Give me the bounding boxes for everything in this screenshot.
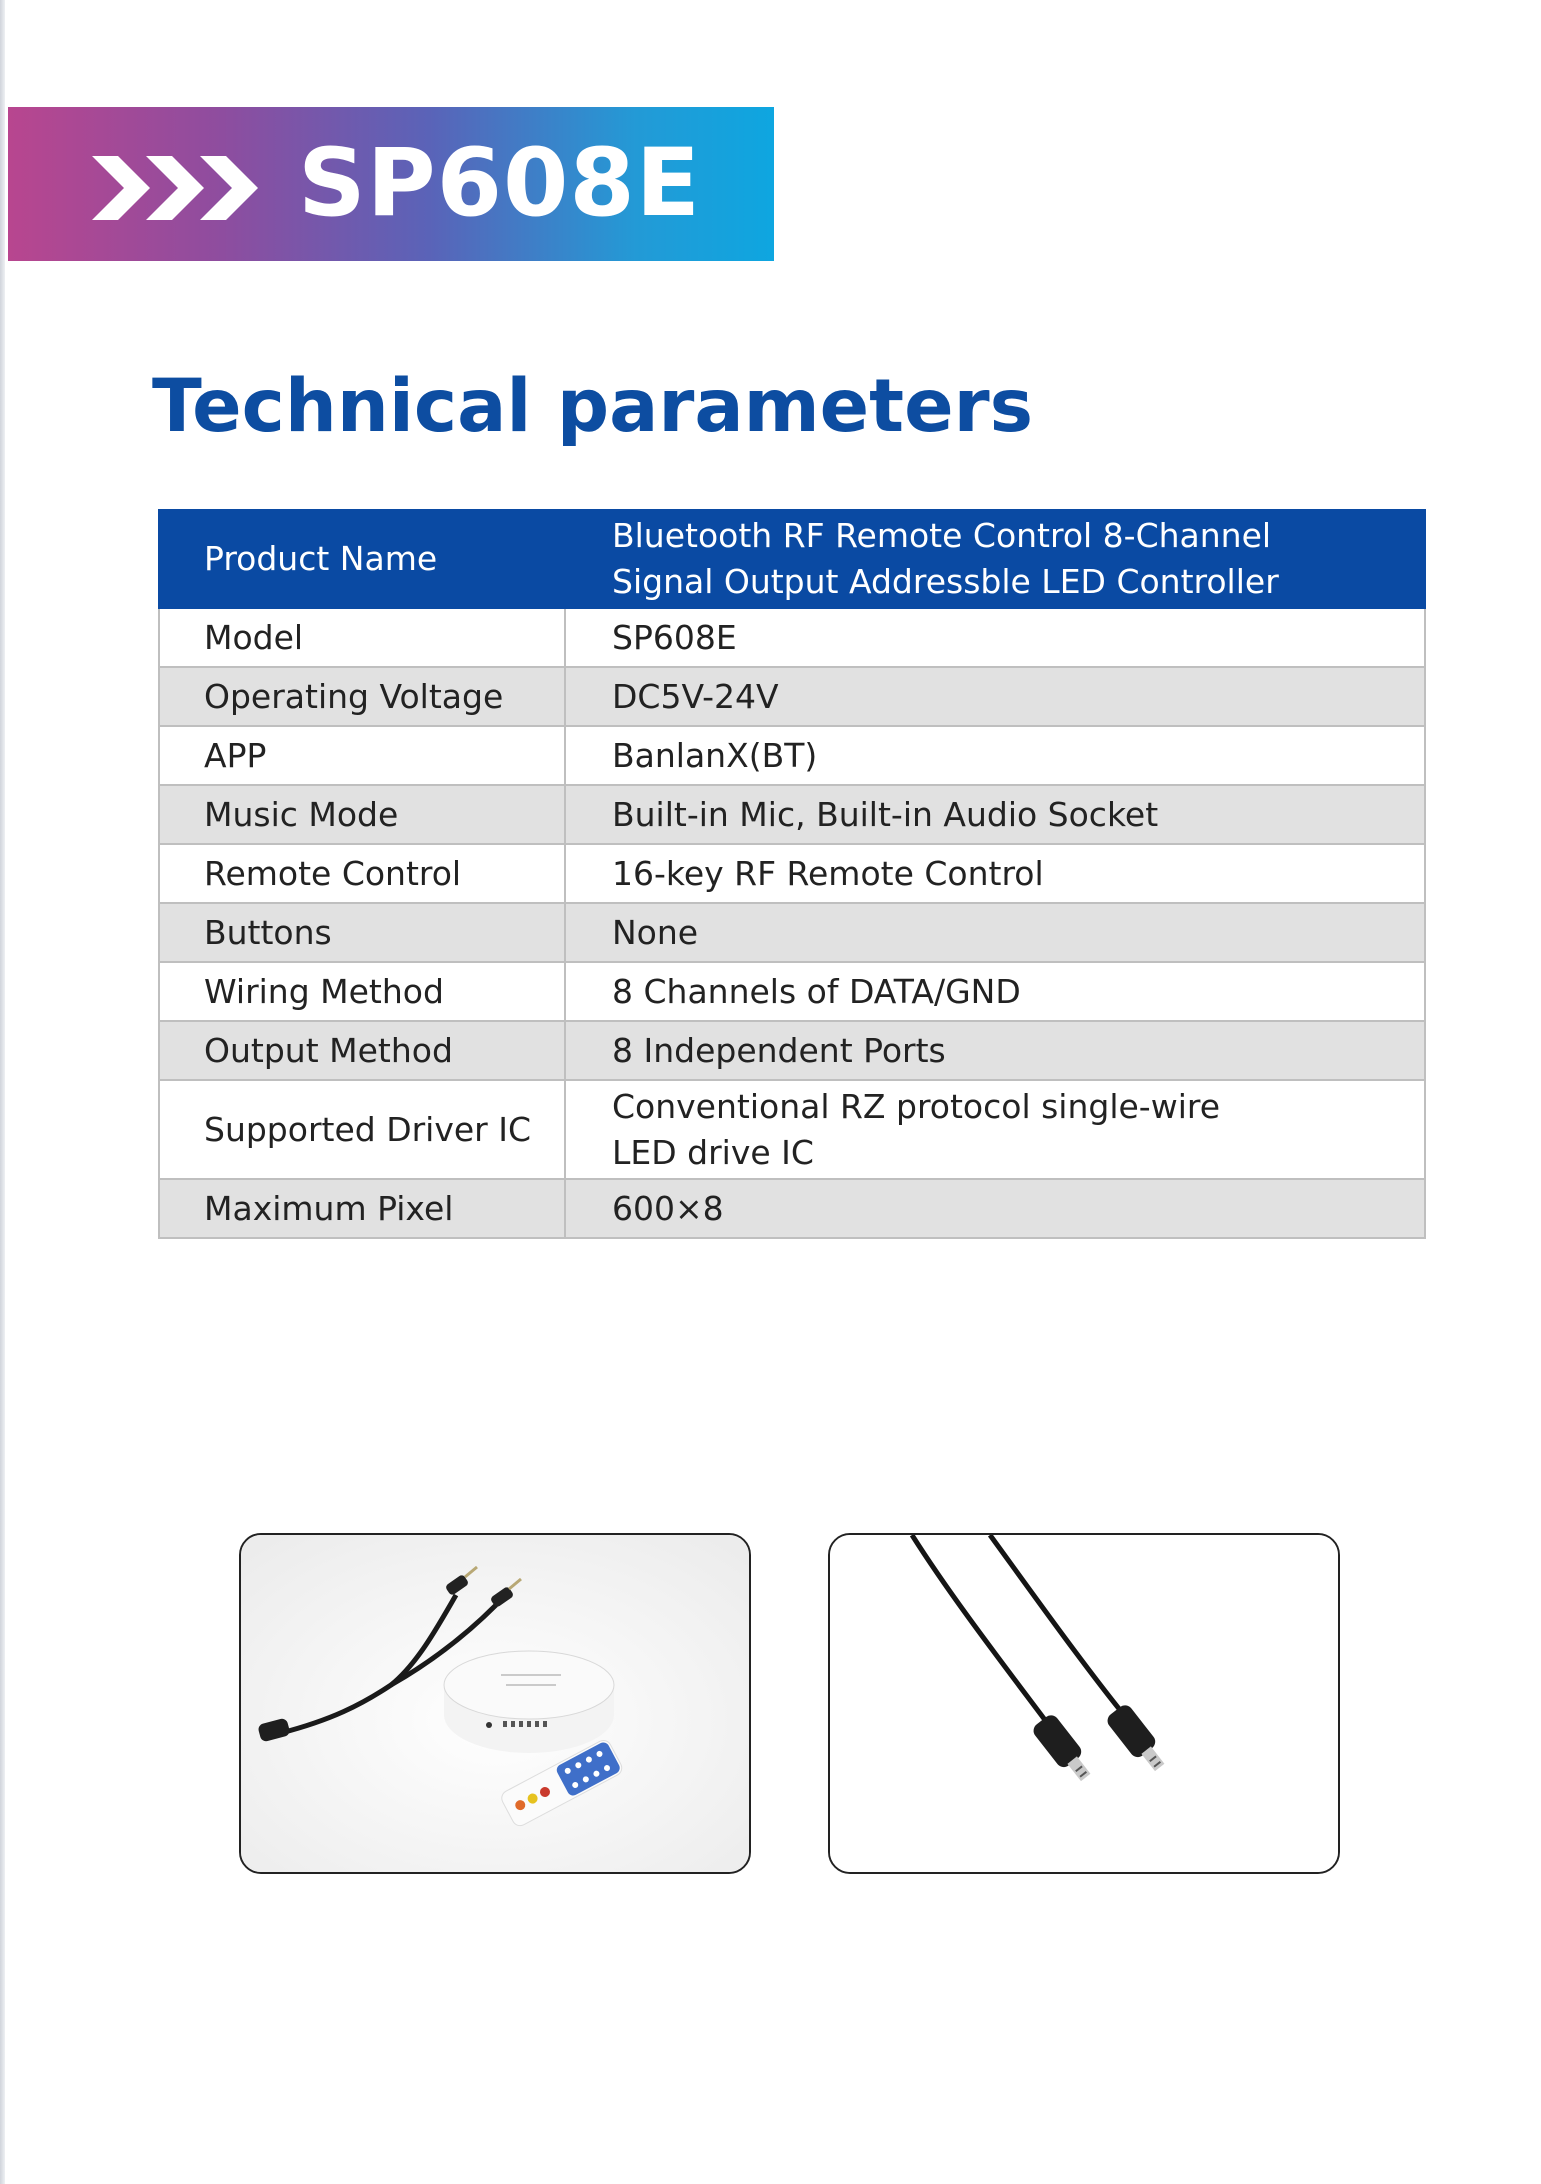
- row-value: None: [565, 903, 1425, 962]
- row-value-line2: LED drive IC: [612, 1132, 814, 1172]
- table-header-row: [159, 510, 1425, 608]
- audio-cable-photo: [828, 1533, 1340, 1874]
- header-value-line1: Bluetooth RF Remote Control 8-Channel: [612, 516, 1272, 555]
- row-label: Output Method: [159, 1021, 565, 1080]
- table-row: [159, 962, 1425, 1021]
- table-row: [159, 844, 1425, 903]
- table-row: [159, 726, 1425, 785]
- row-value: SP608E: [565, 608, 1425, 667]
- row-label: Remote Control: [159, 844, 565, 903]
- row-value: 600×8: [565, 1179, 1425, 1238]
- audio-cable-illustration: [830, 1535, 1338, 1872]
- header-value: [565, 510, 1425, 608]
- row-label: Buttons: [159, 903, 565, 962]
- table-row: [159, 903, 1425, 962]
- controller-kit-photo: [239, 1533, 751, 1874]
- triple-chevron-right-icon: [92, 156, 262, 220]
- header-label: Product Name: [159, 510, 565, 608]
- row-value: BanlanX(BT): [565, 726, 1425, 785]
- row-label: APP: [159, 726, 565, 785]
- row-label: Music Mode: [159, 785, 565, 844]
- spec-table: [158, 509, 1426, 1239]
- table-row: [159, 1179, 1425, 1238]
- section-title: Technical parameters: [152, 364, 1034, 449]
- row-value: 8 Channels of DATA/GND: [565, 962, 1425, 1021]
- page-edge-shadow: [0, 0, 5, 2184]
- table-row: [159, 785, 1425, 844]
- row-value: Built-in Mic, Built-in Audio Socket: [565, 785, 1425, 844]
- table-row: [159, 667, 1425, 726]
- row-label: Wiring Method: [159, 962, 565, 1021]
- row-value: 16-key RF Remote Control: [565, 844, 1425, 903]
- table-row: [159, 608, 1425, 667]
- row-value: [565, 1080, 1425, 1179]
- table-row: [159, 1021, 1425, 1080]
- product-model-title: SP608E: [298, 129, 702, 238]
- row-label: Model: [159, 608, 565, 667]
- row-label: Maximum Pixel: [159, 1179, 565, 1238]
- product-banner: [8, 107, 774, 261]
- row-value-line1: Conventional RZ protocol single-wire: [612, 1086, 1221, 1126]
- table-row: [159, 1080, 1425, 1179]
- header-value-line2: Signal Output Addressble LED Controller: [612, 562, 1279, 601]
- row-label: Supported Driver IC: [159, 1080, 565, 1179]
- row-label: Operating Voltage: [159, 667, 565, 726]
- controller-kit-illustration: [241, 1535, 749, 1872]
- row-value: DC5V-24V: [565, 667, 1425, 726]
- row-value: 8 Independent Ports: [565, 1021, 1425, 1080]
